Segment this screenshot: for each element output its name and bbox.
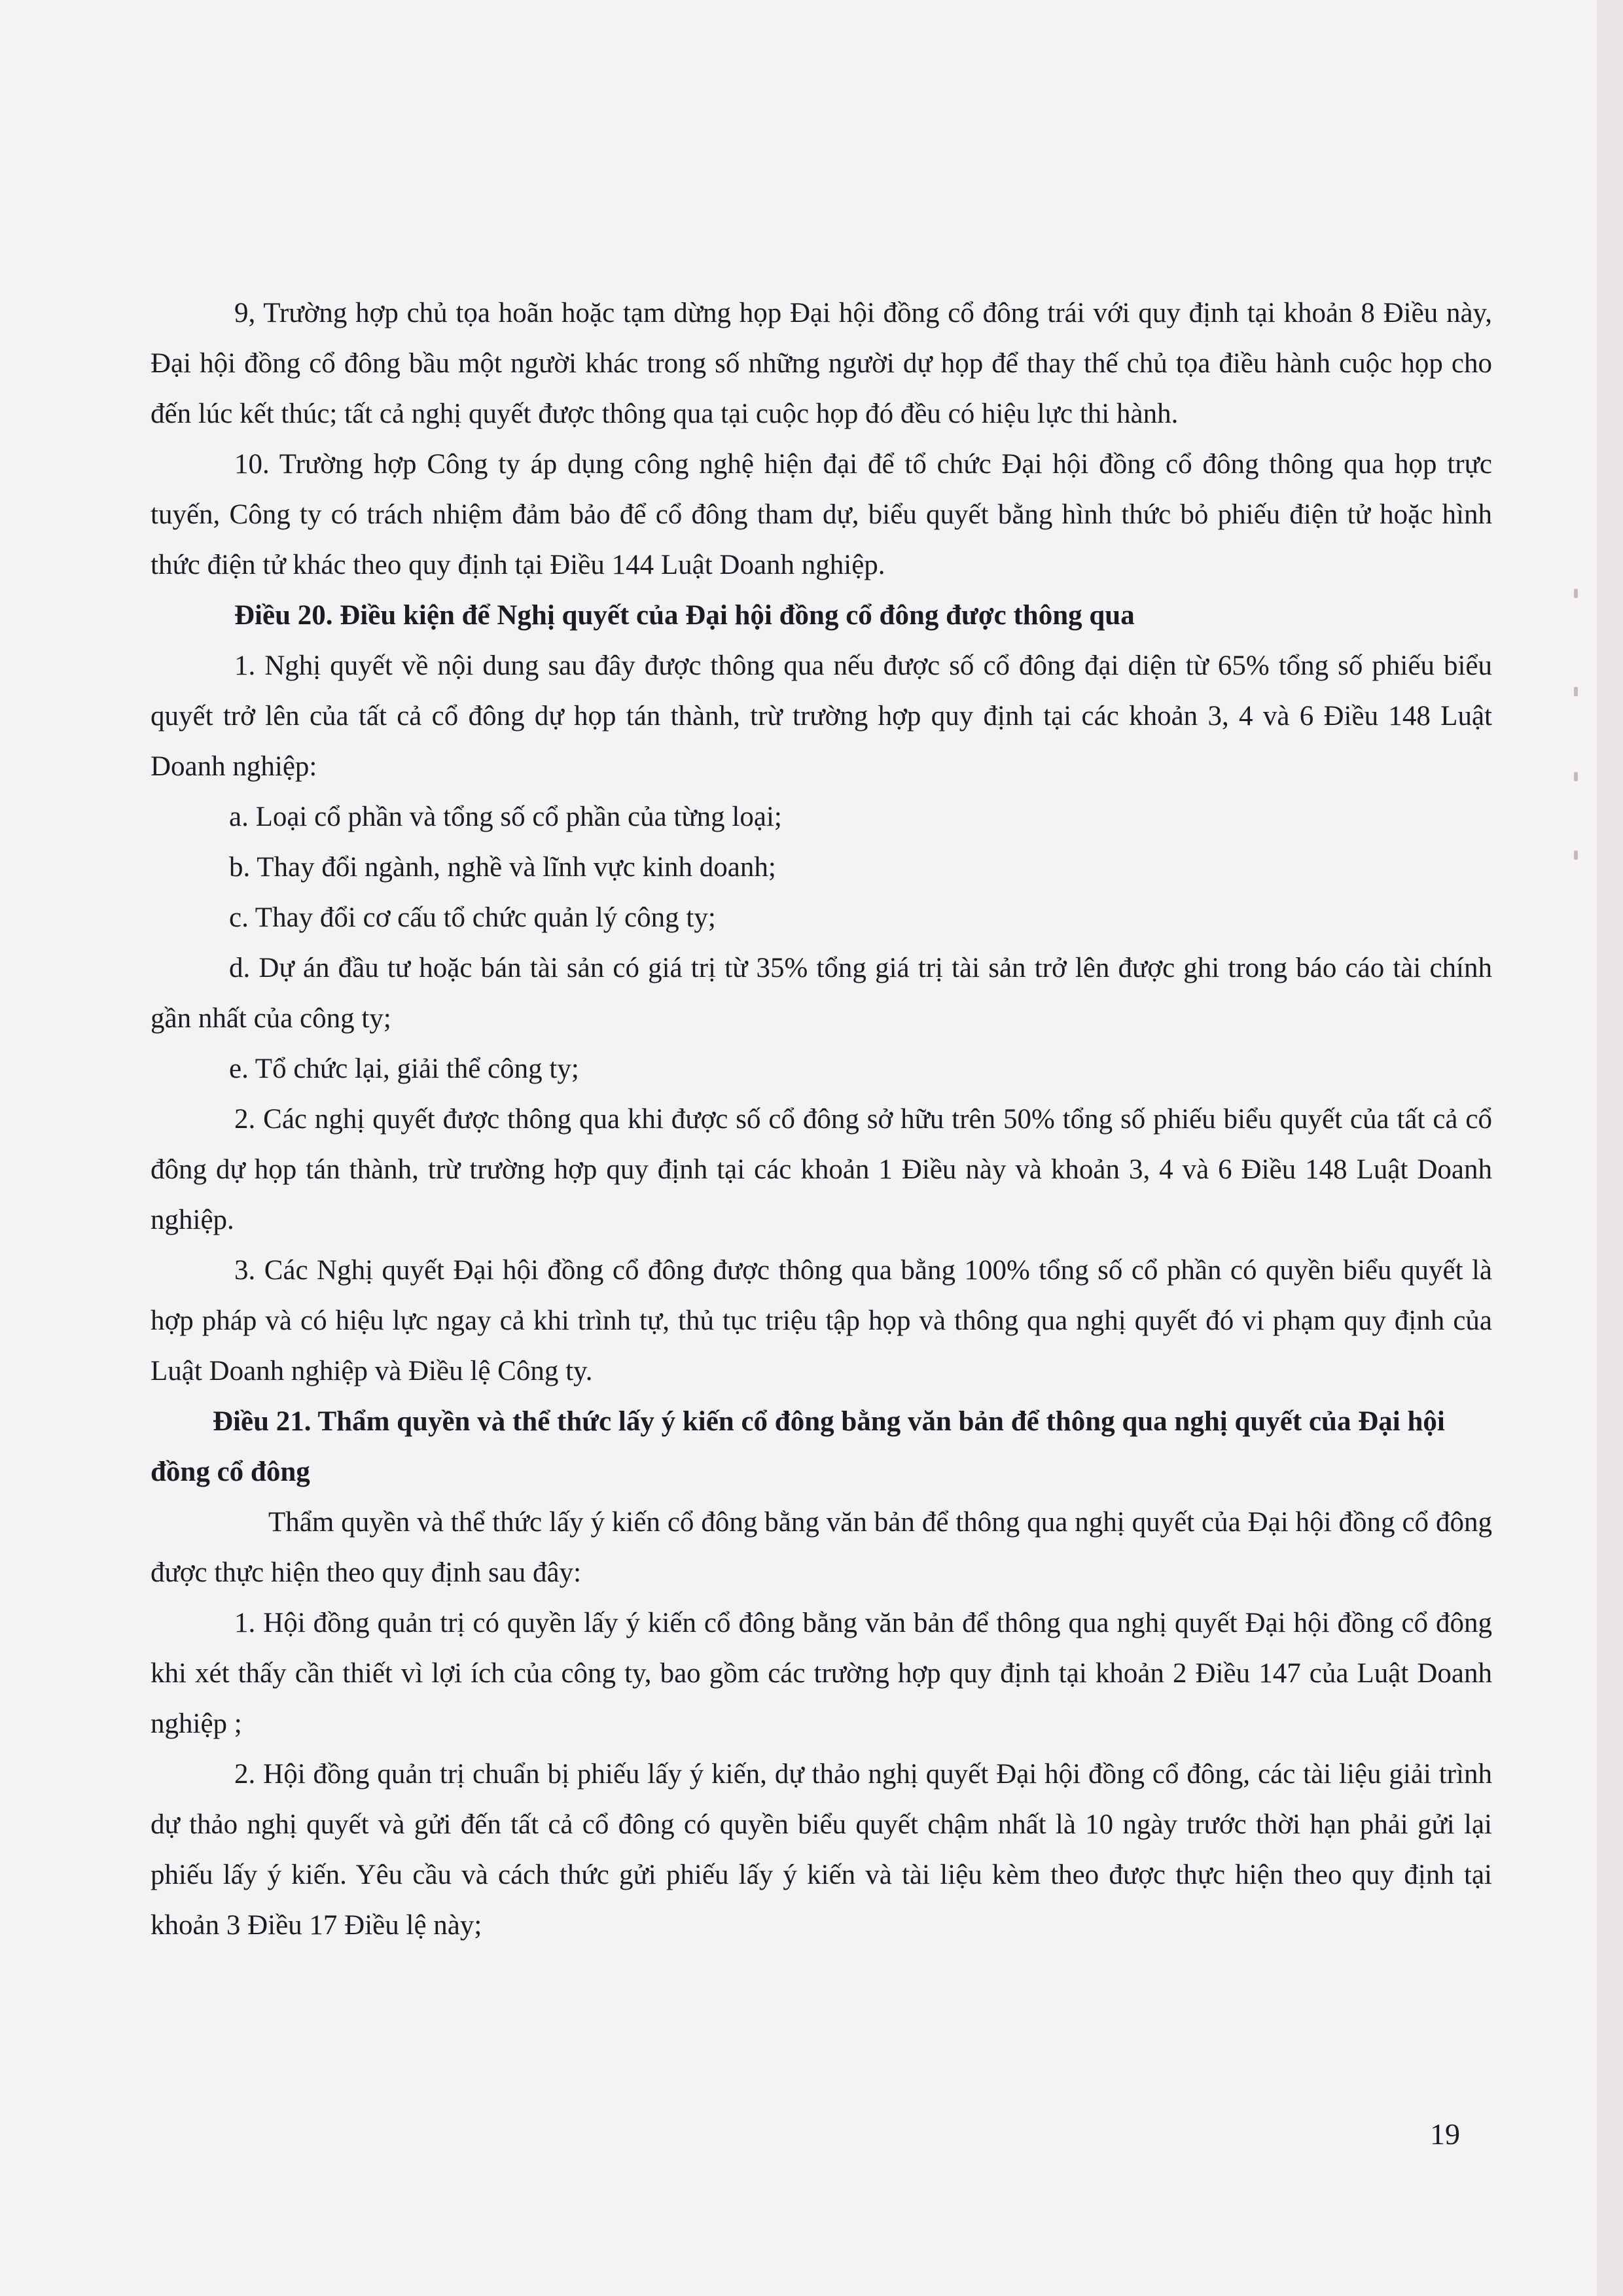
document-body [151, 288, 1492, 1951]
scan-artifact [1574, 589, 1578, 598]
scan-artifact [1574, 687, 1578, 696]
article-21-heading: Điều 21. Thẩm quyền và thể thức lấy ý kiến cổ đông bằng văn bản để thông qua nghị quyết của Đại hội đồng cổ đông [151, 1406, 1445, 1487]
article-20-heading: Điều 20. Điều kiện để Nghị quyết của Đại hội đồng cổ đông được thông qua [234, 600, 1135, 631]
scan-artifact [1574, 851, 1578, 860]
page-number: 19 [1430, 2117, 1460, 2151]
article-21-clause-1: 1. Hội đồng quản trị có quyền lấy ý kiến cổ đông bằng văn bản để thông qua nghị quyết Đại hội đồng cổ đông khi xét thấy cần thiết vì lợi ích của công ty, bao gồm các trường hợp quy định tại khoản 2 Điều 147 của Luật Doanh nghiệp ; [151, 1608, 1492, 1739]
page-edge [1597, 0, 1623, 2296]
article-20-clause-2: 2. Các nghị quyết được thông qua khi được số cổ đông sở hữu trên 50% tổng số phiếu biểu quyết của tất cả cổ đông dự họp tán thành, trừ trường hợp quy định tại các khoản 1 Điều này và khoản 3, 4 và 6 Điều 148 Luật Doanh nghiệp. [151, 1104, 1492, 1235]
article-20-item-e: e. Tổ chức lại, giải thể công ty; [229, 1053, 579, 1084]
scan-artifact [1574, 772, 1578, 781]
article-21-intro: Thẩm quyền và thể thức lấy ý kiến cổ đông bằng văn bản để thông qua nghị quyết của Đại hội đồng cổ đông được thực hiện theo quy định sau đây: [151, 1507, 1492, 1588]
article-20-clause-3: 3. Các Nghị quyết Đại hội đồng cổ đông được thông qua bằng 100% tổng số cổ phần có quyền biểu quyết là hợp pháp và có hiệu lực ngay cả khi trình tự, thủ tục triệu tập họp và thông qua nghị quyết đó vi phạm quy định của Luật Doanh nghiệp và Điều lệ Công ty. [151, 1255, 1492, 1386]
article-20-item-c: c. Thay đổi cơ cấu tổ chức quản lý công ty; [229, 902, 716, 933]
paragraph-10: 10. Trường hợp Công ty áp dụng công nghệ hiện đại để tổ chức Đại hội đồng cổ đông thông qua họp trực tuyến, Công ty có trách nhiệm đảm bảo để cổ đông tham dự, biểu quyết bằng hình thức bỏ phiếu điện tử hoặc hình thức điện tử khác theo quy định tại Điều 144 Luật Doanh nghiệp. [151, 449, 1492, 580]
article-20-item-d: d. Dự án đầu tư hoặc bán tài sản có giá trị từ 35% tổng giá trị tài sản trở lên được ghi trong báo cáo tài chính gần nhất của công ty; [151, 953, 1492, 1034]
paragraph-9: 9, Trường hợp chủ tọa hoãn hoặc tạm dừng họp Đại hội đồng cổ đông trái với quy định tại khoản 8 Điều này, Đại hội đồng cổ đông bầu một người khác trong số những người dự họp để thay thế chủ tọa điều hành cuộc họp cho đến lúc kết thúc; tất cả nghị quyết được thông qua tại cuộc họp đó đều có hiệu lực thi hành. [151, 298, 1492, 429]
article-21-clause-2: 2. Hội đồng quản trị chuẩn bị phiếu lấy ý kiến, dự thảo nghị quyết Đại hội đồng cổ đông, các tài liệu giải trình dự thảo nghị quyết và gửi đến tất cả cổ đông có quyền biểu quyết chậm nhất là 10 ngày trước thời hạn phải gửi lại phiếu lấy ý kiến. Yêu cầu và cách thức gửi phiếu lấy ý kiến và tài liệu kèm theo được thực hiện theo quy định tại khoản 3 Điều 17 Điều lệ này; [151, 1759, 1492, 1941]
article-20-clause-1: 1. Nghị quyết về nội dung sau đây được thông qua nếu được số cổ đông đại diện từ 65% tổng số phiếu biểu quyết trở lên của tất cả cổ đông dự họp tán thành, trừ trường hợp quy định tại các khoản 3, 4 và 6 Điều 148 Luật Doanh nghiệp: [151, 650, 1492, 782]
article-20-item-b: b. Thay đổi ngành, nghề và lĩnh vực kinh doanh; [229, 852, 776, 883]
article-20-item-a: a. Loại cổ phần và tổng số cổ phần của từng loại; [229, 802, 782, 832]
